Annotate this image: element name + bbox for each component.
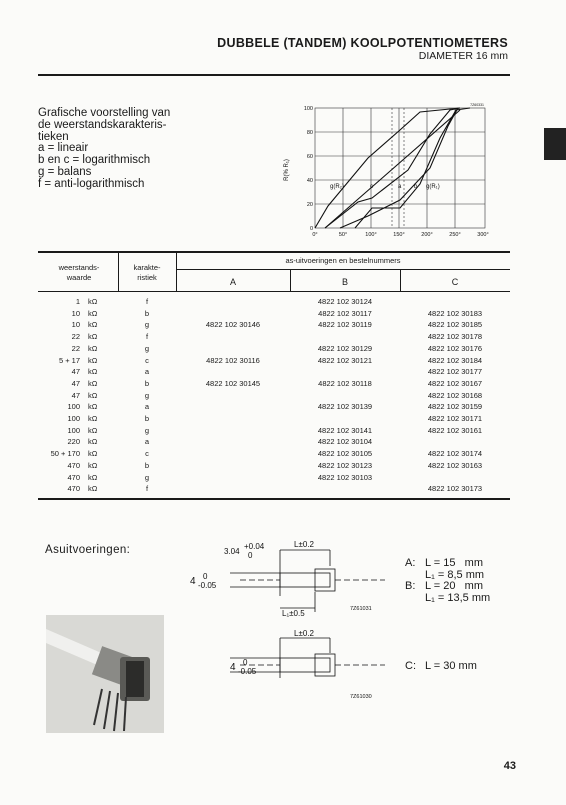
table-cell-c: b (144, 378, 150, 388)
table-cell-c: b (144, 460, 150, 470)
table-cell-u: kΩ (88, 390, 98, 400)
table-cell-C: 4822 102 30163 (427, 460, 483, 470)
curve-label-a: a (398, 184, 402, 190)
table-cell-v: 470 (67, 460, 80, 470)
page-title: DUBBELE (TANDEM) KOOLPOTENTIOMETERS (217, 36, 508, 50)
y-axis-label: R(% R₁) (284, 159, 290, 181)
legend-line: g = balans (38, 165, 92, 178)
curve-label-g-r2: g(R₂) (330, 184, 344, 190)
table-cell-B: 4822 102 30121 (317, 355, 373, 365)
x-tick: 300° (477, 232, 489, 238)
table-top-rule (38, 251, 510, 253)
curve-label-g-r1: g(R₁) (426, 184, 440, 190)
spec-row: A: L = 15 mm (405, 557, 483, 569)
table-cell-v: 50 + 170 (50, 449, 80, 459)
table-cell-u: kΩ (88, 437, 98, 447)
dim-minus: -0.05 (198, 581, 217, 590)
y-tick: 40 (306, 178, 313, 184)
y-tick: 80 (306, 130, 313, 136)
table-cell-c: f (145, 332, 149, 342)
table-cell-C: 4822 102 30185 (427, 320, 483, 330)
table-cell-C: 4822 102 30183 (427, 308, 483, 318)
table-cell-v: 10 (71, 308, 80, 318)
curve-a (325, 110, 460, 228)
table-cell-c: g (144, 425, 150, 435)
table-cell-v: 47 (71, 378, 80, 388)
dim2-4: 4 (230, 662, 236, 673)
table-cell-v: 10 (71, 320, 80, 330)
table-cell-v: 47 (71, 367, 80, 377)
table-cell-C: 4822 102 30171 (427, 414, 483, 423)
dim-plus: +0.04 (244, 542, 265, 551)
col-header-b: B (341, 277, 348, 287)
dim2-zero: 0 (243, 658, 248, 667)
table-cell-c: c (145, 355, 149, 365)
table-cell-C: 4822 102 30173 (427, 484, 483, 494)
dim2-minus: -0.05 (238, 667, 257, 676)
table-cell-c: f (145, 484, 149, 494)
spec-c: C: L = 30 mm (405, 660, 477, 672)
table-cell-u: kΩ (88, 320, 98, 330)
table-cell-u: kΩ (88, 402, 98, 412)
table-cell-A: 4822 102 30146 (205, 320, 261, 330)
table-cell-c: b (144, 414, 150, 423)
table-cell-C: 4822 102 30176 (427, 343, 483, 353)
table-subheader-rule (176, 269, 510, 270)
spec-row: L₁ = 8,5 mm (425, 568, 485, 581)
table-cell-u: kΩ (88, 332, 98, 342)
table-bottom-rule (38, 498, 510, 500)
legend-line: Grafische voorstelling van (38, 107, 171, 119)
shaft-drawing-2 (220, 628, 390, 708)
table-cell-C: 4822 102 30174 (427, 449, 483, 459)
table-cell-u: kΩ (88, 355, 98, 365)
table-cell-B: 4822 102 30118 (318, 378, 372, 388)
page-number: 43 (503, 760, 516, 772)
table-cell-v: 100 (67, 414, 80, 423)
table-cell-B: 4822 102 30141 (317, 425, 373, 435)
table-cell-u: kΩ (88, 367, 98, 377)
table-cell-v: 470 (67, 472, 80, 482)
dim-zero-b: 0 (203, 572, 208, 581)
table-cell-u: kΩ (88, 378, 98, 388)
table-cell-u: kΩ (88, 343, 98, 353)
col-header-char: karakte- ristiek (133, 263, 161, 282)
legend-line: tieken (38, 130, 69, 143)
characteristic-chart (280, 100, 500, 240)
curve-label-c: c (370, 184, 373, 190)
table-cell-B: 4822 102 30119 (318, 320, 372, 330)
x-tick: 200° (421, 232, 433, 238)
table-cell-u: kΩ (88, 449, 98, 459)
x-tick: 100° (365, 232, 377, 238)
table-cell-c: f (145, 297, 149, 306)
shafts-heading: Asuitvoeringen: (45, 544, 131, 556)
table-cell-c: a (144, 437, 150, 447)
table-cell-B: 4822 102 30105 (317, 449, 373, 459)
col-header-c: C (451, 277, 459, 287)
y-tick: 100 (303, 106, 313, 112)
shaft-specs (405, 558, 490, 604)
x-tick: 150° (393, 232, 405, 238)
table-cell-c: g (144, 472, 150, 482)
table-cell-v: 47 (71, 390, 80, 400)
table-cell-C: 4822 102 30168 (427, 390, 483, 400)
header-rule (38, 74, 510, 76)
potentiometer-photo (46, 615, 164, 733)
table-cell-v: 470 (67, 484, 80, 494)
table-cell-v: 100 (67, 425, 80, 435)
x-tick: 50° (338, 232, 348, 238)
dim2-l: L±0.2 (294, 629, 314, 638)
table-col-divider (118, 252, 119, 292)
table-cell-C: 4822 102 30161 (427, 425, 483, 435)
table-cell-u: kΩ (88, 472, 98, 482)
table-cell-B: 4822 102 30103 (317, 472, 373, 482)
curve-label-b: b (414, 184, 418, 190)
table-cell-B: 4822 102 30104 (317, 437, 373, 447)
dim-zero: 0 (248, 551, 253, 560)
table-cell-B: 4822 102 30124 (317, 297, 373, 306)
col-header-a: A (229, 277, 236, 287)
col-header-group: as-uitvoeringen en bestelnummers (285, 256, 401, 265)
legend (38, 108, 198, 191)
spec-row: L₁ = 13,5 mm (425, 591, 491, 604)
table-cell-c: g (144, 343, 150, 353)
dim-l1: L₁±0.5 (282, 609, 305, 618)
table-cell-B: 4822 102 30117 (318, 308, 372, 318)
curve-g-r1 (355, 108, 470, 228)
shaft-drawing-1 (190, 536, 390, 626)
table-cell-v: 5 + 17 (58, 355, 80, 365)
legend-line: de weerstandskarakteris- (38, 118, 167, 131)
table-cell-C: 4822 102 30167 (427, 378, 483, 388)
table-cell-C: 4822 102 30159 (427, 402, 483, 412)
table-cell-c: g (144, 390, 150, 400)
table-cell-c: a (144, 402, 150, 412)
table-cell-u: kΩ (88, 425, 98, 435)
table-cell-u: kΩ (88, 308, 98, 318)
table-cell-C: 4822 102 30177 (427, 367, 483, 377)
table-cell-c: g (144, 320, 150, 330)
col-header-value: weerstands- waarde (58, 263, 100, 282)
dim-4: 4 (190, 576, 196, 587)
table-cell-B: 4822 102 30139 (317, 402, 373, 412)
table-cell-A: 4822 102 30145 (205, 378, 261, 388)
table-cell-B: 4822 102 30123 (317, 460, 373, 470)
dim-top: 3.04 (224, 547, 240, 556)
legend-line: f = anti-logarithmisch (38, 177, 145, 190)
spec-row: B: L = 20 mm (405, 580, 483, 592)
table-cell-C: 4822 102 30178 (427, 332, 483, 342)
chart-curves (315, 108, 470, 228)
table-cell-u: kΩ (88, 460, 98, 470)
table-cell-c: a (144, 367, 150, 377)
y-tick: 0 (309, 226, 313, 232)
x-tick: 0° (312, 232, 318, 238)
y-tick: 60 (306, 154, 313, 160)
y-tick: 20 (306, 202, 313, 208)
dim-l: L±0.2 (294, 540, 314, 549)
section-tab-marker (544, 128, 566, 160)
table-cell-u: kΩ (88, 484, 98, 494)
page-subtitle: DIAMETER 16 mm (418, 50, 508, 62)
table-cell-v: 22 (71, 343, 80, 353)
legend-line: a = lineair (38, 142, 89, 155)
table-cell-C: 4822 102 30184 (427, 355, 483, 365)
curve-g-r2 (315, 108, 460, 228)
table-header-rule (38, 291, 510, 292)
table-cell-v: 22 (71, 332, 80, 342)
chart-grid (315, 108, 485, 228)
chart-code: 7Z60331 (470, 103, 484, 107)
x-tick: 250° (449, 232, 461, 238)
table-cell-v: 220 (67, 437, 80, 447)
table-cell-c: b (144, 308, 150, 318)
table-cell-c: c (145, 449, 149, 459)
table-cell-v: 1 (75, 297, 80, 306)
legend-line: b en c = logarithmisch (38, 154, 151, 167)
table-cell-B: 4822 102 30129 (317, 343, 373, 353)
table-cell-u: kΩ (88, 414, 98, 423)
table-cell-u: kΩ (88, 297, 98, 306)
drawing-code-2: 7Z61030 (350, 694, 372, 700)
table-cell-A: 4822 102 30116 (206, 355, 260, 365)
drawing-code: 7Z61031 (350, 606, 372, 612)
table-cell-v: 100 (67, 402, 80, 412)
